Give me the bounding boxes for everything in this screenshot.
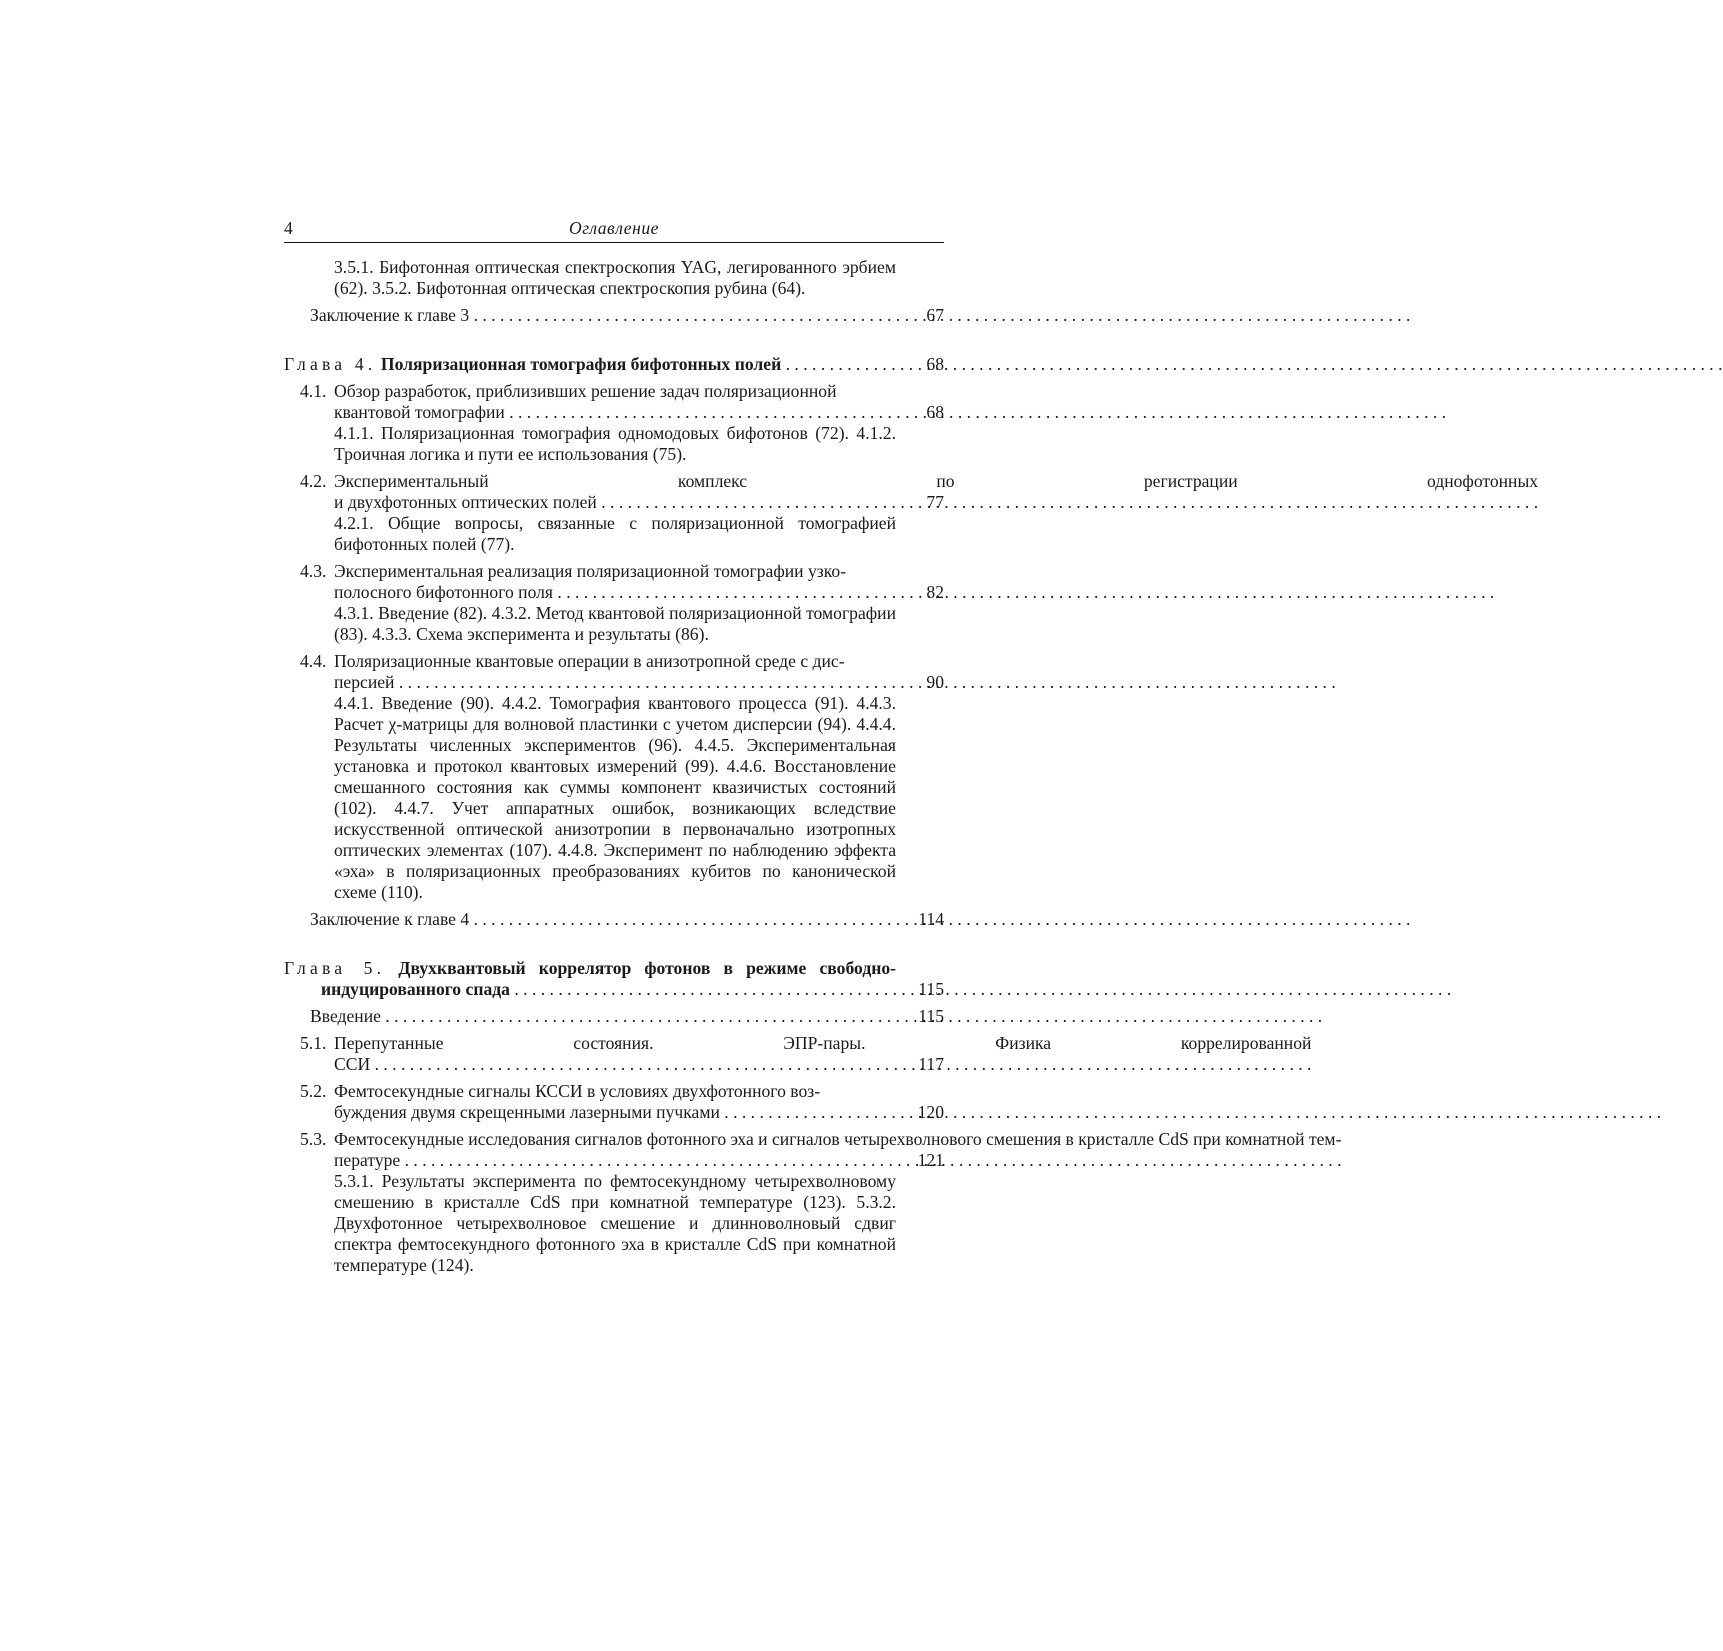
subsection-list: 4.4.1. Введение (90). 4.4.2. Томография квантового процесса (91). 4.4.3. Расчет χ-матрицы для волновой пластинки с учетом дисперсии (94). 4.4.4. Результаты численных экспериментов (96). 4.4.5. Экспериментальная установка и протокол квантовых измерений (99). 4.4.6. Восстановление смешанного состояния как суммы компонент квазичистых состояний (102). 4.4.7. Учет аппаратных ошибок, возникающих вследствие искусственной оптической анизотропии в первоначально изотропных оптических элементах (107). 4.4.8. Эксперимент по наблюдению эффекта «эха» в поляризационных преобразованиях кубитов по канонической схеме (110). bbox=[334, 693, 896, 902]
section-number: 4.1. bbox=[300, 381, 327, 401]
toc-entry-conclusion-4[interactable] bbox=[310, 909, 944, 930]
chapter-title-cont: индуцированного спада bbox=[321, 979, 510, 999]
section-title-cont: персией . . . bbox=[334, 672, 1336, 693]
entry-page: 90 bbox=[926, 672, 944, 692]
toc-section-4-1[interactable] bbox=[284, 381, 944, 465]
toc-entry-chapter-5[interactable] bbox=[284, 958, 944, 1000]
subsection-list: 4.2.1. Общие вопросы, связанные с поляризационной томографией бифотонных полей (77). bbox=[334, 513, 896, 554]
toc-entry-conclusion-3[interactable] bbox=[310, 305, 944, 326]
subsection-list: 5.3.1. Результаты эксперимента по фемтосекундному четырехволновому смешению в кристалле CdS при комнатной температуре (123). 5.3.2. Двухфотонное четырехволновое смешение и длинноволновый сдвиг спектра фемтосекундного фотонного эха в кристалле CdS при комнатной температуре (124). bbox=[334, 1171, 896, 1275]
section-title: Экспериментальный комплекс по регистрации однофотонных bbox=[334, 471, 1539, 491]
entry-label: Заключение к главе 4 . . . bbox=[310, 909, 896, 930]
toc-section-5-2[interactable] bbox=[284, 1081, 944, 1123]
entry-page: 115 bbox=[918, 1006, 944, 1026]
toc-page bbox=[284, 216, 1539, 1276]
subsection-list: 4.1.1. Поляризационная томография одномодовых бифотонов (72). 4.1.2. Троичная логика и пути ее использования (75). bbox=[334, 423, 896, 464]
chapter-title: Поляризационная томография бифотонных полей bbox=[380, 354, 782, 374]
section-title: Поляризационные квантовые операции в анизотропной среде с дис- bbox=[334, 651, 845, 671]
chapter-title: Двухквантовый коррелятор фотонов в режиме свободно- bbox=[398, 958, 897, 978]
subsection-list: 4.3.1. Введение (82). 4.3.2. Метод квантовой поляризационной томографии (83). 4.3.3. Схема эксперимента и результаты (86). bbox=[334, 603, 896, 644]
section-number: 5.1. bbox=[300, 1033, 327, 1053]
toc-section-4-3[interactable] bbox=[284, 561, 944, 645]
section-title-cont: пературе . . . bbox=[334, 1150, 1342, 1171]
entry-page: 121 bbox=[917, 1150, 944, 1170]
toc-section-4-2[interactable] bbox=[284, 471, 1539, 555]
entry-page: 77 bbox=[926, 492, 944, 512]
section-title-cont: полосного бифотонного поля . . . bbox=[334, 582, 1494, 603]
toc-section-5-1[interactable] bbox=[284, 1033, 1312, 1075]
entry-page: 68 bbox=[926, 402, 944, 422]
page-number: 4 bbox=[284, 218, 293, 238]
entry-page: 115 bbox=[918, 979, 944, 999]
section-title-cont: квантовой томографии . . . bbox=[334, 402, 1446, 423]
running-header bbox=[284, 216, 944, 243]
section-number: 4.3. bbox=[300, 561, 327, 581]
toc-entry-chapter-4[interactable] bbox=[284, 354, 944, 375]
section-title: Фемтосекундные сигналы КССИ в условиях двухфотонного воз- bbox=[334, 1081, 821, 1101]
section-number: 4.4. bbox=[300, 651, 327, 671]
entry-page: 67 bbox=[926, 305, 944, 325]
section-title: Перепутанные состояния. ЭПР-пары. Физика коррелированной bbox=[334, 1033, 1312, 1053]
section-title: Обзор разработок, приблизивших решение задач поляризационной bbox=[334, 381, 837, 401]
chapter-label: Глава 5. bbox=[284, 958, 386, 978]
section-number: 4.2. bbox=[300, 471, 327, 491]
entry-page: 68 bbox=[926, 354, 944, 374]
section-title-cont: буждения двумя скрещенными лазерными пучками . . . bbox=[334, 1102, 1661, 1123]
running-title: Оглавление bbox=[569, 218, 659, 238]
entry-page: 82 bbox=[926, 582, 944, 602]
section-title: Фемтосекундные исследования сигналов фотонного эха и сигналов четырехволнового смешения в кристалле CdS при комнатной тем- bbox=[334, 1129, 1342, 1149]
section-number: 5.2. bbox=[300, 1081, 327, 1101]
entry-label: Заключение к главе 3 . . . bbox=[310, 305, 896, 326]
section-title-cont: и двухфотонных оптических полей . . . bbox=[334, 492, 1538, 513]
entry-page: 117 bbox=[918, 1054, 944, 1074]
toc-section-4-4[interactable] bbox=[284, 651, 944, 903]
entry-page: 120 bbox=[917, 1102, 944, 1122]
entry-label: Введение . . . bbox=[310, 1006, 896, 1027]
subsection-list-3-5: 3.5.1. Бифотонная оптическая спектроскопия YAG, легированного эрбием (62). 3.5.2. Бифотонная оптическая спектроскопия рубина (64). bbox=[334, 257, 896, 298]
entry-page: 114 bbox=[918, 909, 944, 929]
toc-entry-introduction[interactable] bbox=[310, 1006, 944, 1027]
chapter-label: Глава 4. bbox=[284, 354, 377, 374]
section-title-cont: ССИ . . . bbox=[334, 1054, 1311, 1075]
section-number: 5.3. bbox=[300, 1129, 327, 1149]
section-title: Экспериментальная реализация поляризационной томографии узко- bbox=[334, 561, 847, 581]
toc-section-5-3[interactable] bbox=[284, 1129, 1342, 1276]
